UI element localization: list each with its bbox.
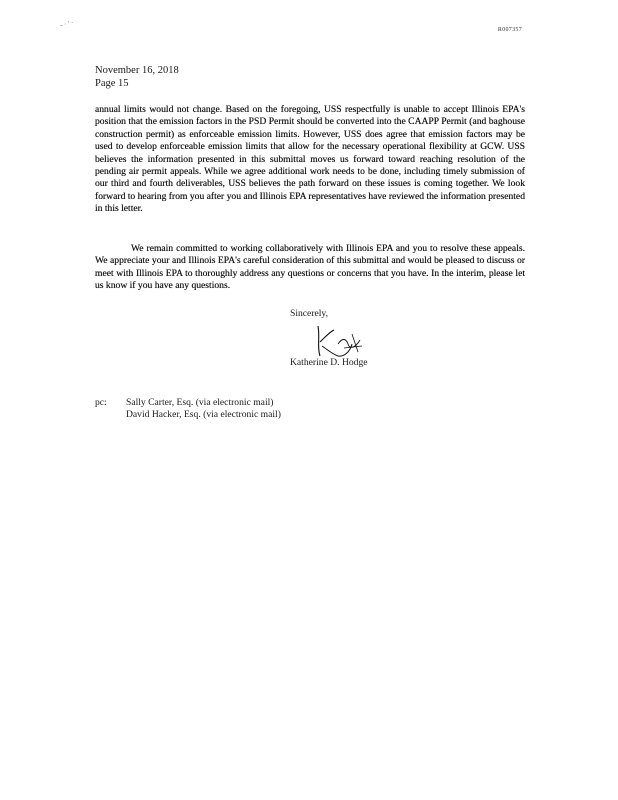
body-paragraph-1: annual limits would not change. Based on the foregoing, USS respectfully is unable to accept Illinois EPA's position that the emission factors in the PSD Permit should be converted into the CAAPP Permit (and baghouse construction permit) as enforceable emission limits. However, USS does agree that emission factors may be used to develop enforceable emission limits that allow for the necessary operational flexibility at GCW. USS believes the information presented in this submittal moves us forward toward reaching resolution of the pending air permit appeals. While we agree additional work needs to be done, including timely submission of our third and fourth deliverables, USS believes the path forward on these issues is coming together. We look forward to hearing from you after you and Illinois EPA representatives have reviewed the information presented in this letter. xyxy=(95,104,525,215)
cc-recipient-1: Sally Carter, Esq. (via electronic mail) xyxy=(126,397,274,408)
signer-name: Katherine D. Hodge xyxy=(290,357,368,368)
letter-date: November 16, 2018 xyxy=(95,65,179,76)
cc-list xyxy=(126,397,281,420)
page-header xyxy=(95,64,179,90)
handwritten-signature xyxy=(308,322,368,362)
scan-artifact: - · ' · xyxy=(59,18,75,30)
cc-label: pc: xyxy=(95,397,107,408)
page-number: Page 15 xyxy=(95,78,129,89)
cc-recipient-2: David Hacker, Esq. (via electronic mail) xyxy=(126,408,281,420)
closing: Sincerely, xyxy=(290,308,329,319)
body-paragraph-2: We remain committed to working collaboratively with Illinois EPA and you to resolve these appeals. We appreciate your and Illinois EPA's careful consideration of this submittal and would be pleased to discuss or meet with Illinois EPA to thoroughly address any questions or concerns that you have. In the interim, please let us know if you have any questions. xyxy=(95,243,525,292)
bates-number: R007357 xyxy=(497,27,522,33)
